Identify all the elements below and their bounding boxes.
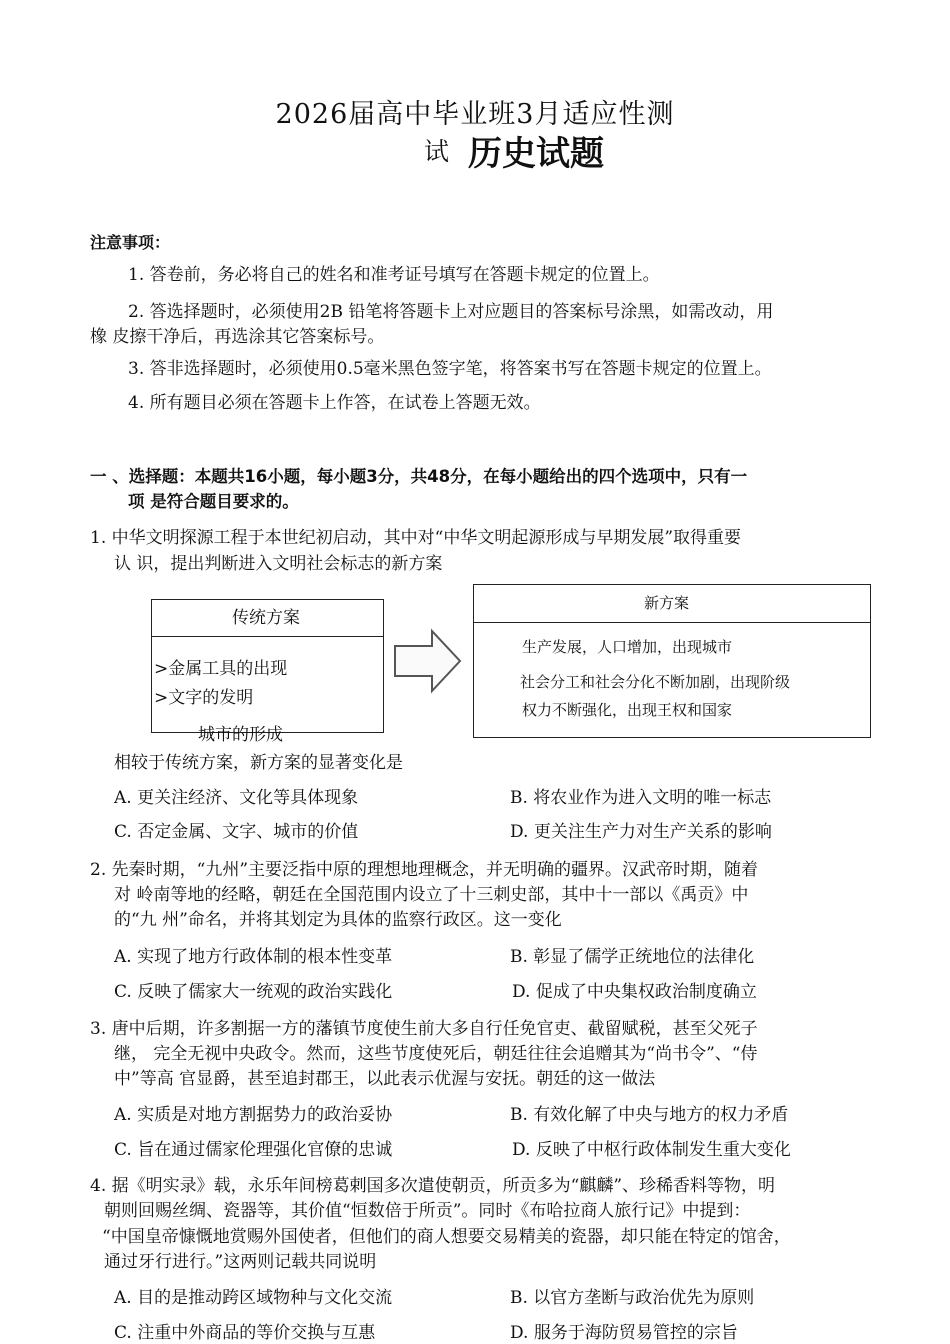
option-d: D. 更关注生产力对生产关系的影响 — [510, 822, 772, 842]
option-a: A. 更关注经济、文化等具体现象 — [114, 788, 359, 808]
option-c: C. 注重中外商品的等价交换与互惠 — [114, 1323, 376, 1343]
notice-item: 4. 所有题目必须在答题卡上作答，在试卷上答题无效。 — [128, 393, 541, 413]
question-4-stem: 朝则回赐丝绸、瓷器等，其价值“恒数倍于所贡”。同时《布哈拉商人旅行记》中提到： — [104, 1201, 751, 1221]
page-title-suffix: 试 — [424, 137, 450, 166]
option-a: A. 目的是推动跨区域物种与文化交流 — [114, 1288, 393, 1308]
notice-item: 3. 答非选择题时，必须使用0.5毫米黑色签字笔，将答案书写在答题卡规定的位置上。 — [128, 359, 772, 379]
arrow-right-icon — [392, 628, 464, 694]
section-heading-cont: 项 是符合题目要求的。 — [128, 492, 299, 511]
option-b: B. 有效化解了中央与地方的权力矛盾 — [510, 1105, 789, 1125]
option-b: B. 彰显了儒学正统地位的法律化 — [510, 947, 755, 967]
traditional-scheme-title: 传统方案 — [232, 608, 300, 628]
notice-item: 1. 答卷前，务必将自己的姓名和准考证号填写在答题卡规定的位置上。 — [128, 265, 660, 285]
option-c: C. 旨在通过儒家伦理强化官僚的忠诚 — [114, 1140, 393, 1160]
question-2-stem: 2. 先秦时期，“九州”主要泛指中原的理想地理概念，并无明确的疆界。汉武帝时期，随着 — [90, 860, 759, 880]
option-c: C. 反映了儒家大一统观的政治实践化 — [114, 982, 393, 1002]
new-scheme-title: 新方案 — [644, 594, 690, 612]
option-b: B. 将农业作为进入文明的唯一标志 — [510, 788, 772, 808]
question-3-stem: 中”等高 官显爵，甚至追封郡王，以此表示优渥与安抚。朝廷的这一做法 — [114, 1069, 656, 1089]
option-d: D. 反映了中枢行政体制发生重大变化 — [512, 1140, 791, 1160]
option-b: B. 以官方垄断与政治优先为原则 — [510, 1288, 755, 1308]
traditional-scheme-item: >金属工具的出现 — [154, 659, 288, 679]
divider — [473, 622, 870, 623]
question-2-stem: 的“九 州”命名，并将其划定为具体的监察行政区。这一变化 — [114, 910, 562, 930]
traditional-scheme-item: 城市的形成 — [198, 725, 283, 745]
new-scheme-item: 权力不断强化，出现王权和国家 — [522, 701, 733, 719]
page-title: 2026届高中毕业班3月适应性测 — [275, 99, 675, 130]
question-4-stem: “中国皇帝慷慨地赏赐外国使者，但他们的商人想要交易精美的瓷器，却只能在特定的馆舍， — [102, 1227, 791, 1247]
question-1-stem: 认 识，提出判断进入文明社会标志的新方案 — [114, 554, 443, 574]
question-4-stem: 4. 据《明实录》载，永乐年间榜葛剌国多次遣使朝贡，所贡多为“麒麟”、珍稀香料等物，明 — [90, 1176, 776, 1196]
question-3-stem: 3. 唐中后期，许多割据一方的藩镇节度使生前大多自行任免官吏、截留赋税，甚至父死子 — [90, 1019, 758, 1039]
question-1-prompt: 相较于传统方案，新方案的显著变化是 — [114, 753, 403, 773]
question-1-stem: 1. 中华文明探源工程于本世纪初启动，其中对“中华文明起源形成与早期发展”取得重要 — [90, 528, 742, 548]
option-c: C. 否定金属、文字、城市的价值 — [114, 822, 359, 842]
option-a: A. 实现了地方行政体制的根本性变革 — [114, 947, 393, 967]
question-2-stem: 对 岭南等地的经略，朝廷在全国范围内设立了十三刺史部，其中十一部以《禹贡》中 — [114, 885, 749, 905]
subject-title: 历史试题 — [468, 134, 604, 174]
notice-item: 2. 答选择题时，必须使用2B 铅笔将答题卡上对应题目的答案标号涂黑，如需改动，用 — [128, 302, 774, 322]
option-d: D. 服务于海防贸易管控的宗旨 — [510, 1323, 738, 1343]
option-d: D. 促成了中央集权政治制度确立 — [512, 982, 757, 1002]
new-scheme-item: 社会分工和社会分化不断加剧，出现阶级 — [520, 673, 791, 691]
new-scheme-item: 生产发展，人口增加，出现城市 — [522, 638, 733, 656]
question-4-stem: 通过牙行进行。”这两则记载共同说明 — [104, 1252, 377, 1272]
question-3-stem: 继， 完全无视中央政令。然而，这些节度使死后，朝廷往往会追赠其为“尚书令”、“侍 — [114, 1044, 758, 1064]
section-heading: 一 、选择题：本题共16小题，每小题3分，共48分，在每小题给出的四个选项中，只有一 — [90, 467, 748, 486]
notice-item: 橡 皮擦干净后，再选涂其它答案标号。 — [90, 327, 385, 347]
notice-heading: 注意事项： — [90, 233, 171, 252]
divider — [151, 636, 383, 637]
traditional-scheme-item: >文字的发明 — [154, 688, 254, 708]
option-a: A. 实质是对地方割据势力的政治妥协 — [114, 1105, 393, 1125]
